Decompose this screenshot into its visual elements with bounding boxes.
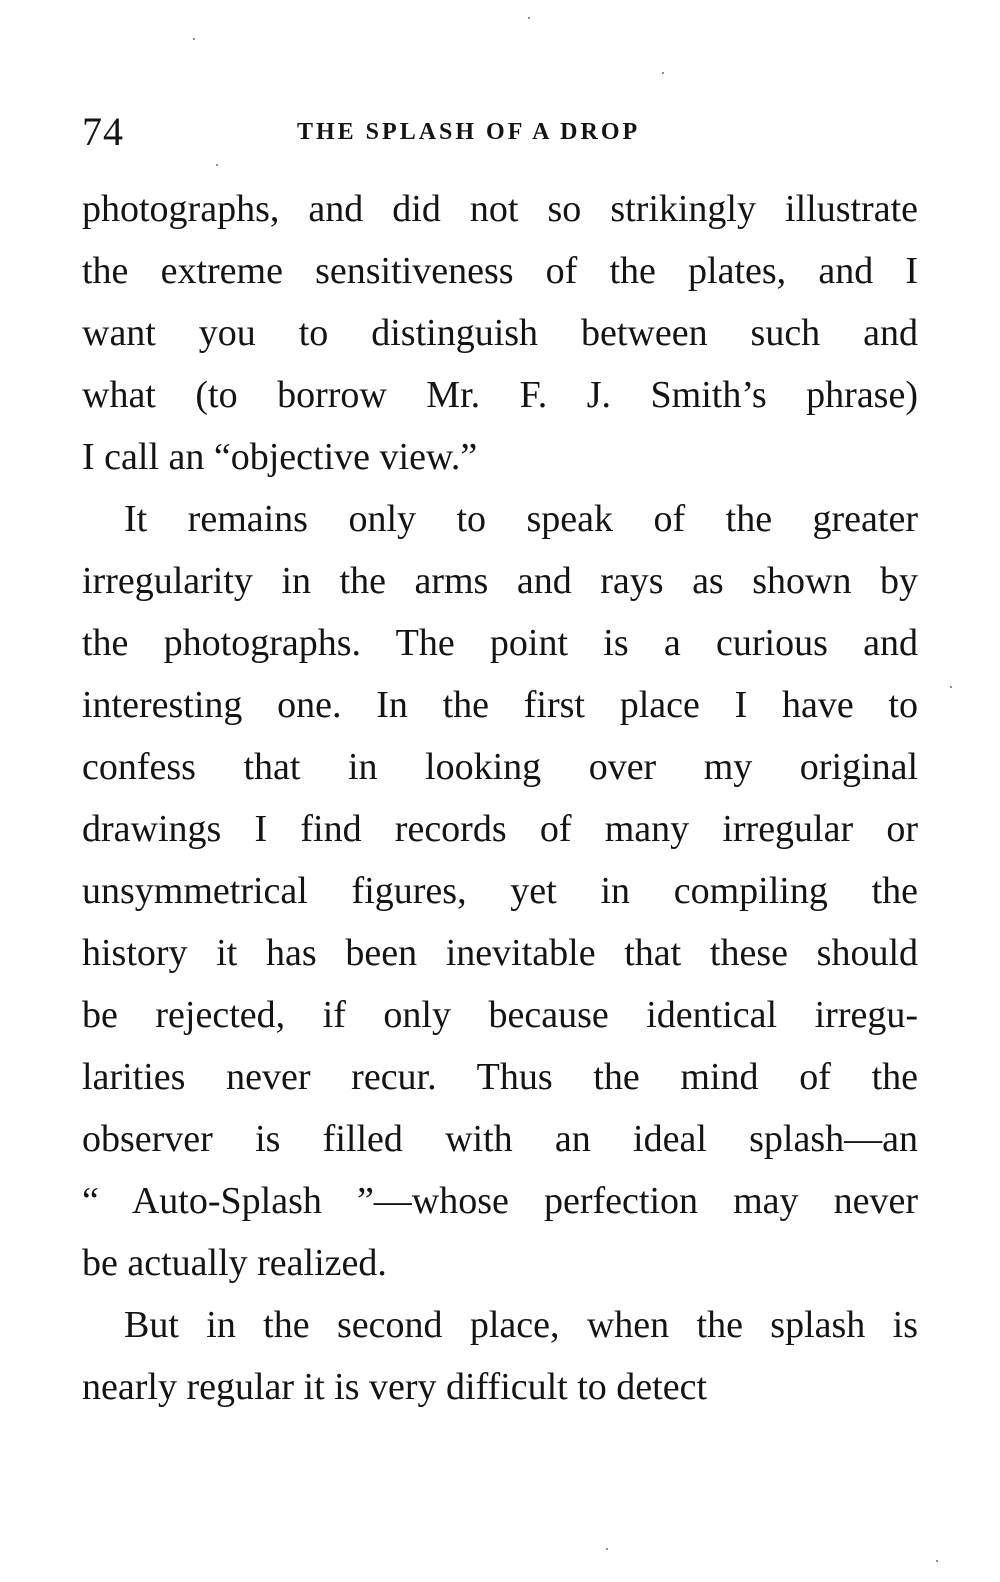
text-line: history it has been inevitable that these should: [82, 932, 918, 974]
paper-speck: [662, 72, 664, 74]
paragraph: [82, 488, 918, 1294]
paper-speck: [950, 686, 952, 688]
paper-speck: [528, 17, 530, 19]
running-title: THE SPLASH OF A DROP: [297, 119, 641, 145]
paper-speck: [936, 1560, 938, 1562]
text-line: what (to borrow Mr. F. J. Smith’s phrase): [82, 374, 918, 416]
text-line: the photographs. The point is a curious and: [82, 622, 918, 664]
text-line: larities never recur. Thus the mind of the: [82, 1056, 918, 1098]
paper-speck: [216, 164, 218, 166]
text-line: interesting one. In the first place I have to: [82, 684, 918, 726]
text-line: be actually realized.: [82, 1242, 387, 1284]
paper-speck: [606, 1548, 608, 1550]
paragraph: [82, 1294, 918, 1418]
text-line: irregularity in the arms and rays as shown by: [82, 560, 918, 602]
body-text: [82, 178, 918, 1418]
text-line: nearly regular it is very difficult to detect: [82, 1366, 708, 1408]
text-line: I call an “objective view.”: [82, 436, 478, 478]
text-line: observer is filled with an ideal splash—an: [82, 1118, 918, 1160]
text-line: “ Auto-Splash ”—whose perfection may never: [82, 1180, 918, 1222]
text-line: be rejected, if only because identical irregu-: [82, 994, 918, 1036]
text-line: confess that in looking over my original: [82, 746, 918, 788]
text-line: photographs, and did not so strikingly illustrate: [82, 188, 918, 230]
text-line: It remains only to speak of the greater: [124, 498, 918, 540]
text-line: drawings I find records of many irregular or: [82, 808, 918, 850]
paragraph: [82, 178, 918, 488]
text-line: the extreme sensitiveness of the plates, and I: [82, 250, 918, 292]
running-header: [82, 108, 918, 156]
paper-speck: [193, 38, 195, 40]
page-number: 74: [82, 109, 124, 154]
text-line: But in the second place, when the splash is: [124, 1304, 918, 1346]
text-line: unsymmetrical figures, yet in compiling the: [82, 870, 918, 912]
text-line: want you to distinguish between such and: [82, 312, 918, 354]
